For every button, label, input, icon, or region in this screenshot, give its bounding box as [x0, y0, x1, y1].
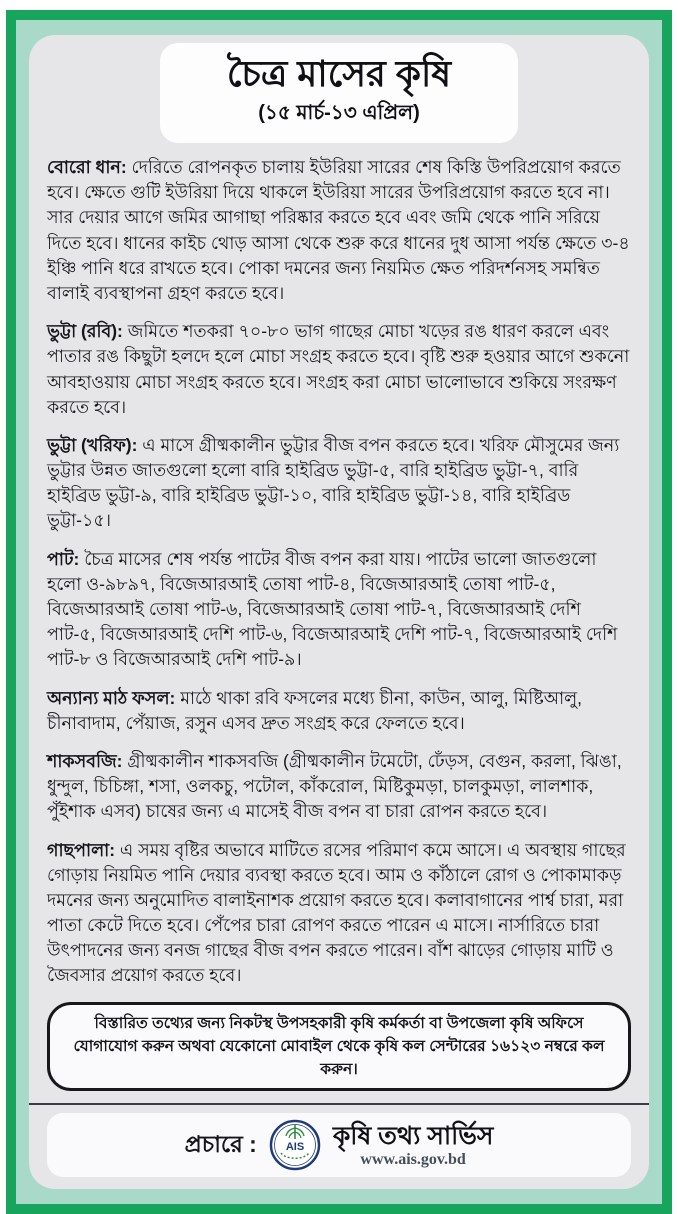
section-body: জমিতে শতকরা ৭০-৮০ ভাগ গাছের মোচা খড়ের রঙ ধারণ করলে এবং পাতার রঙ কিছুটা হলদে হলে মোচা সংগ্রহ করতে হবে। বৃষ্টি শুরু হওয়ার আগে শুকনো আবহাওয়ায় মোচা সংগ্রহ করতে হবে। সংগ্রহ করা মোচা ভালোভাবে শুকিয়ে সংরক্ষণ করতে হবে।	[47, 321, 630, 417]
green-frame	[6, 10, 672, 1214]
org-block	[333, 1122, 494, 1170]
contact-notice-box	[47, 1002, 631, 1092]
section-jute	[47, 547, 631, 673]
mint-band	[16, 20, 662, 1204]
page-title: চৈত্র মাসের কৃষি	[226, 53, 452, 94]
separator-line	[29, 1103, 649, 1105]
section-maize-kharif	[47, 433, 631, 534]
section-heading: গাছপালা:	[47, 839, 116, 860]
page-subtitle: (১৫ মার্চ-১৩ এপ্রিল)	[258, 102, 420, 124]
section-heading: শাকসবজি:	[47, 750, 123, 771]
section-heading: ভুট্টা (রবি):	[47, 321, 123, 342]
section-body: মাঠে থাকা রবি ফসলের মধ্যে চীনা, কাউন, আলু, মিষ্টিআলু, চীনাবাদাম, পেঁয়াজ, রসুন এসব দ্রুত সংগ্রহ করে ফেলতে হবে।	[47, 687, 583, 733]
ais-logo-icon	[269, 1119, 321, 1171]
section-other-field-crops	[47, 686, 631, 736]
org-name: কৃষি তথ্য সার্ভিস	[332, 1121, 494, 1150]
section-vegetables	[47, 749, 631, 825]
content-panel	[29, 35, 649, 1189]
section-body: এ সময় বৃষ্টির অভাবে মাটিতে রসের পরিমাণ কমে আসে। এ অবস্থায় গাছের গোড়ায় নিয়মিত পানি দেয়ার ব্যবস্থা করতে হবে। আম ও কাঁঠালে রোগ ও পোকামাকড় দমনের জন্য অনুমোদিত বালাইনাশক প্রয়োগ করতে হবে। কলাবাগানের পার্শ্ব চারা, মরা পাতা কেটে দিতে হবে। পেঁপের চারা রোপণ করতে পারেন এ মাসে। নার্সারিতে চারা উৎপাদনের জন্য বনজ গাছের বীজ বপন করতে পারেন। বাঁশ ঝাড়ের গোড়ায় মাটি ও জৈবসার প্রয়োগ করতে হবে।	[47, 839, 626, 986]
contact-notice-text: বিস্তারিত তথ্যের জন্য নিকটস্থ উপসহকারী কৃষি কর্মকর্তা বা উপজেলা কৃষি অফিসে যোগাযোগ করুন অথবা যেকোনো মোবাইল থেকে কৃষি কল সেন্টারের ১৬১২৩ নম্বরে কল করুন।	[73, 1014, 605, 1079]
credits-bar	[47, 1113, 631, 1177]
section-body: গ্রীষ্মকালীন শাকসবজি (গ্রীষ্মকালীন টমেটো, ঢেঁড়স, বেগুন, করলা, ঝিঙা, ধুন্দুল, চিচিঙ্গা, শসা, ওলকচু, পটোল, কাঁকরোল, মিষ্টিকুমড়া, চালকুমড়া, লালশাক, পুঁইশাক এসব) চাষের জন্য এ মাসেই বীজ বপন বা চারা রোপন করতে হবে।	[47, 750, 622, 822]
advisory-sections	[47, 155, 631, 1002]
title-box	[160, 43, 518, 143]
ais-logo-text: AIS	[285, 1141, 304, 1154]
section-boro-rice	[47, 155, 631, 306]
section-heading: বোরো ধান:	[47, 157, 127, 177]
section-maize-rabi	[47, 319, 631, 420]
website-url: www.ais.gov.bd	[360, 1151, 466, 1169]
section-body: এ মাসে গ্রীষ্মকালীন ভুট্টার বীজ বপন করতে হবে। খরিফ মৌসুমের জন্য ভুট্টার উন্নত জাতগুলো হলো বারি হাইব্রিড ভুট্টা-৫, বারি হাইব্রিড ভুট্টা-৭, বারি হাইব্রিড ভুট্টা-৯, বারি হাইব্রিড ভুট্টা-১০, বারি হাইব্রিড ভুট্টা-১৪, বারি হাইব্রিড ভুট্টা-১৫।	[47, 434, 620, 531]
section-body: দেরিতে রোপনকৃত চালায় ইউরিয়া সারের শেষ কিস্তি উপরিপ্রয়োগ করতে হবে। ক্ষেতে গুটি ইউরিয়া দিয়ে থাকলে ইউরিয়া সারের উপরিপ্রয়োগ করতে হবে না। সার দেয়ার আগে জমির আগাছা পরিষ্কার করতে হবে এবং জমি থেকে পানি সরিয়ে দিতে হবে। ধানের কাইচ থোড় আসা থেকে শুরু করে ধানের দুধ আসা পর্যন্ত ক্ষেতে ৩-৪ ইঞ্চি পানি ধরে রাখতে হবে। পোকা দমনের জন্য নিয়মিত ক্ষেত পরিদর্শনসহ সমন্বিত বালাই ব্যবস্থাপনা গ্রহণ করতে হবে।	[47, 157, 630, 303]
section-trees-plants	[47, 838, 631, 989]
credits-label: প্রচারে :	[184, 1130, 257, 1157]
section-heading: অন্যান্য মাঠ ফসল:	[47, 687, 176, 708]
section-heading: পাট:	[47, 548, 80, 569]
section-body: চৈত্র মাসের শেষ পর্যন্ত পাটের বীজ বপন করা যায়। পাটের ভালো জাতগুলো হলো ও-৯৮৯৭, বিজেআরআই তোষা পাট-৪, বিজেআরআই তোষা পাট-৫, বিজেআরআই তোষা পাট-৬, বিজেআরআই তোষা পাট-৭, বিজেআরআই দেশি পাট-৫, বিজেআরআই দেশি পাট-৬, বিজেআরআই দেশি পাট-৭, বিজেআরআই দেশি পাট-৮ ও বিজেআরআই দেশি পাট-৯।	[47, 548, 618, 670]
section-heading: ভুট্টা (খরিফ):	[47, 434, 138, 455]
